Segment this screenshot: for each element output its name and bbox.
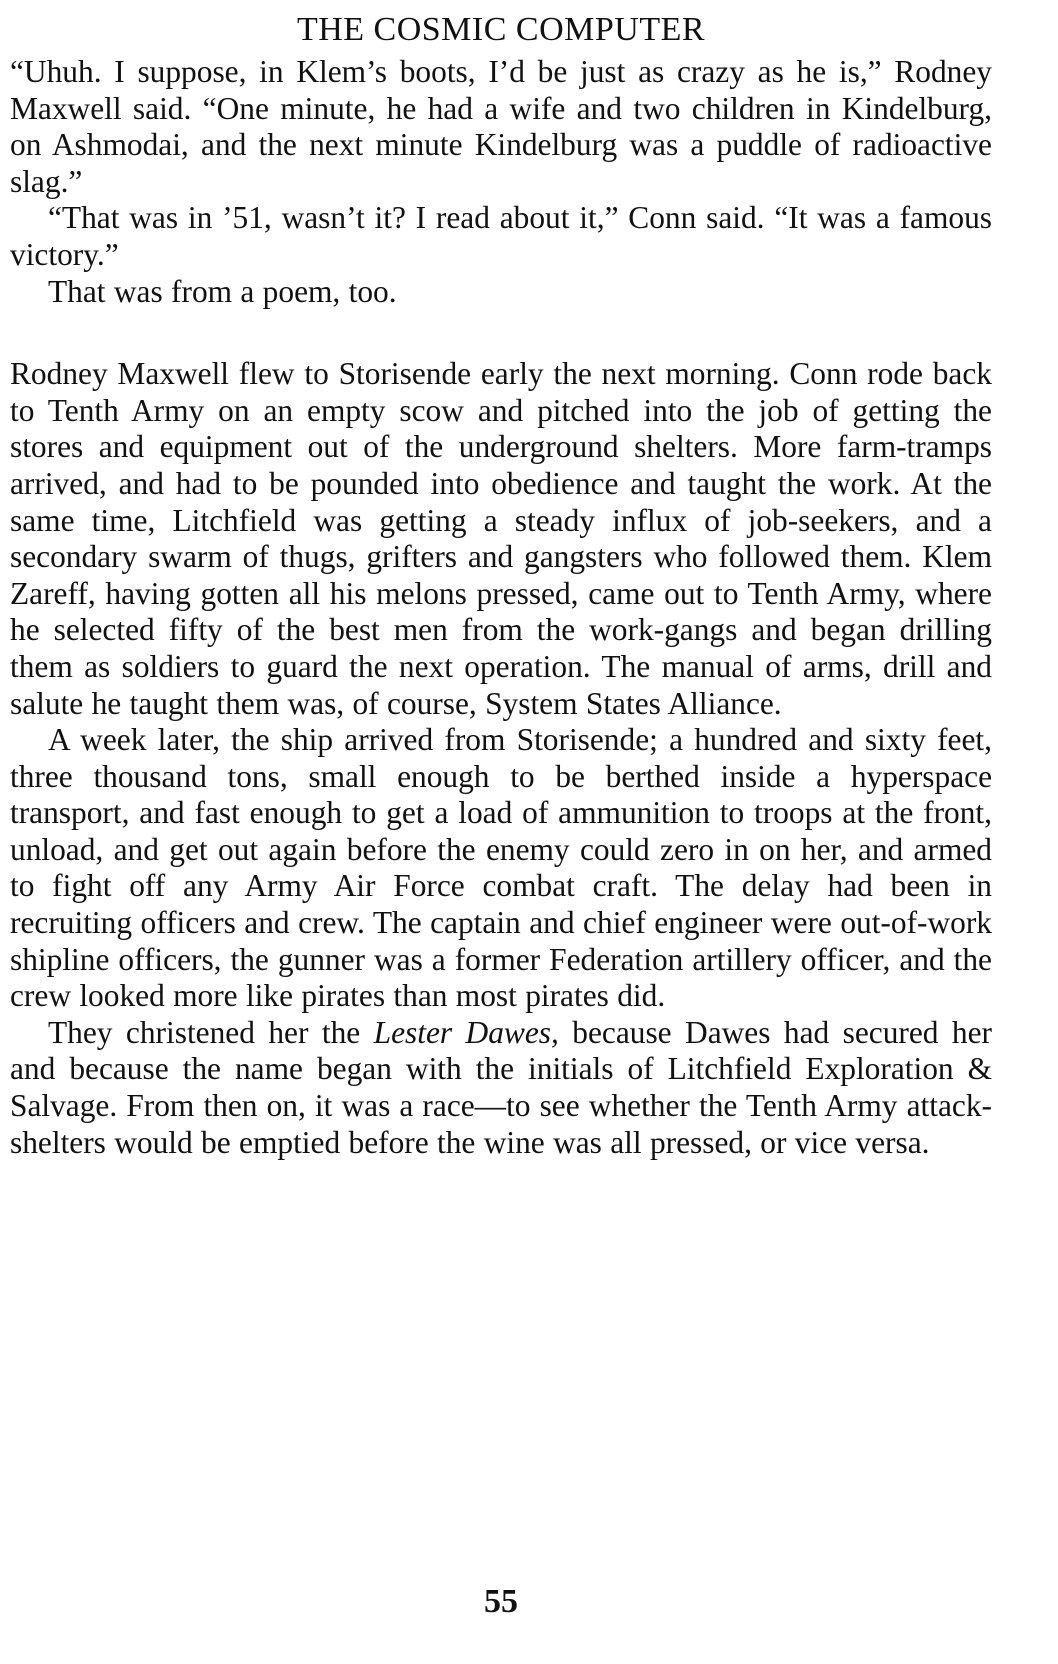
page-number: 55 bbox=[484, 1583, 518, 1620]
book-page bbox=[10, 0, 992, 1664]
paragraph-3: That was from a poem, too. bbox=[48, 273, 397, 309]
paragraph-6 bbox=[10, 1015, 992, 1161]
body-text bbox=[10, 54, 992, 1161]
paragraph-1: “Uhuh. I suppose, in Klem’s boots, I’d be just as crazy as he is,” Rodney Maxwell said. “One minute, he had a wife and two children in Kindelburg, on Ashmodai, and the next minute Kindelburg was a puddle of radioactive slag.” bbox=[10, 54, 992, 199]
paragraph-6-end: because Dawes had secured her and because the name began with the initials of Litchfield Exploration & Salvage. From then on, it was a race—to see whether the Tenth Army attack-shelters would be emptied before the wine was all pressed, or vice versa. bbox=[10, 1014, 992, 1160]
paragraph-5: A week later, the ship arrived from Storisende; a hundred and sixty feet, three thousand tons, small enough to be berthed inside a hyperspace transport, and fast enough to get a load of ammunition to troops at the front, unload, and get out again before the enemy could zero in on her, and armed to fight off any Army Air Force combat craft. The delay had been in recruiting officers and crew. The captain and chief engineer were out-of-work shipline officers, the gunner was a former Federation artillery officer, and the crew looked more like pirates than most pirates did. bbox=[10, 722, 992, 1014]
running-head: THE COSMIC COMPUTER bbox=[296, 11, 706, 48]
ship-name: Lester Dawes, bbox=[373, 1014, 559, 1050]
paragraph-4: Rodney Maxwell flew to Storisende early the next morning. Conn rode back to Tenth Army on an empty scow and pitched into the job of getting the stores and equipment out of the underground shelters. More farm-tramps arrived, and had to be pounded into obedience and taught the work. At the same time, Litchfield was getting a steady influx of job-seekers, and a secondary swarm of thugs, grifters and gangsters who followed them. Klem Zareff, having gotten all his melons pressed, came out to Tenth Army, where he selected fifty of the best men from the work-gangs and began drilling them as soldiers to guard the next operation. The manual of arms, drill and salute he taught them was, of course, System States Alliance. bbox=[10, 356, 992, 721]
section-break bbox=[10, 310, 992, 356]
paragraph-2: “That was in ’51, wasn’t it? I read about it,” Conn said. “It was a famous victory.” bbox=[10, 200, 992, 272]
paragraph-6-start: They christened her the bbox=[48, 1014, 374, 1050]
